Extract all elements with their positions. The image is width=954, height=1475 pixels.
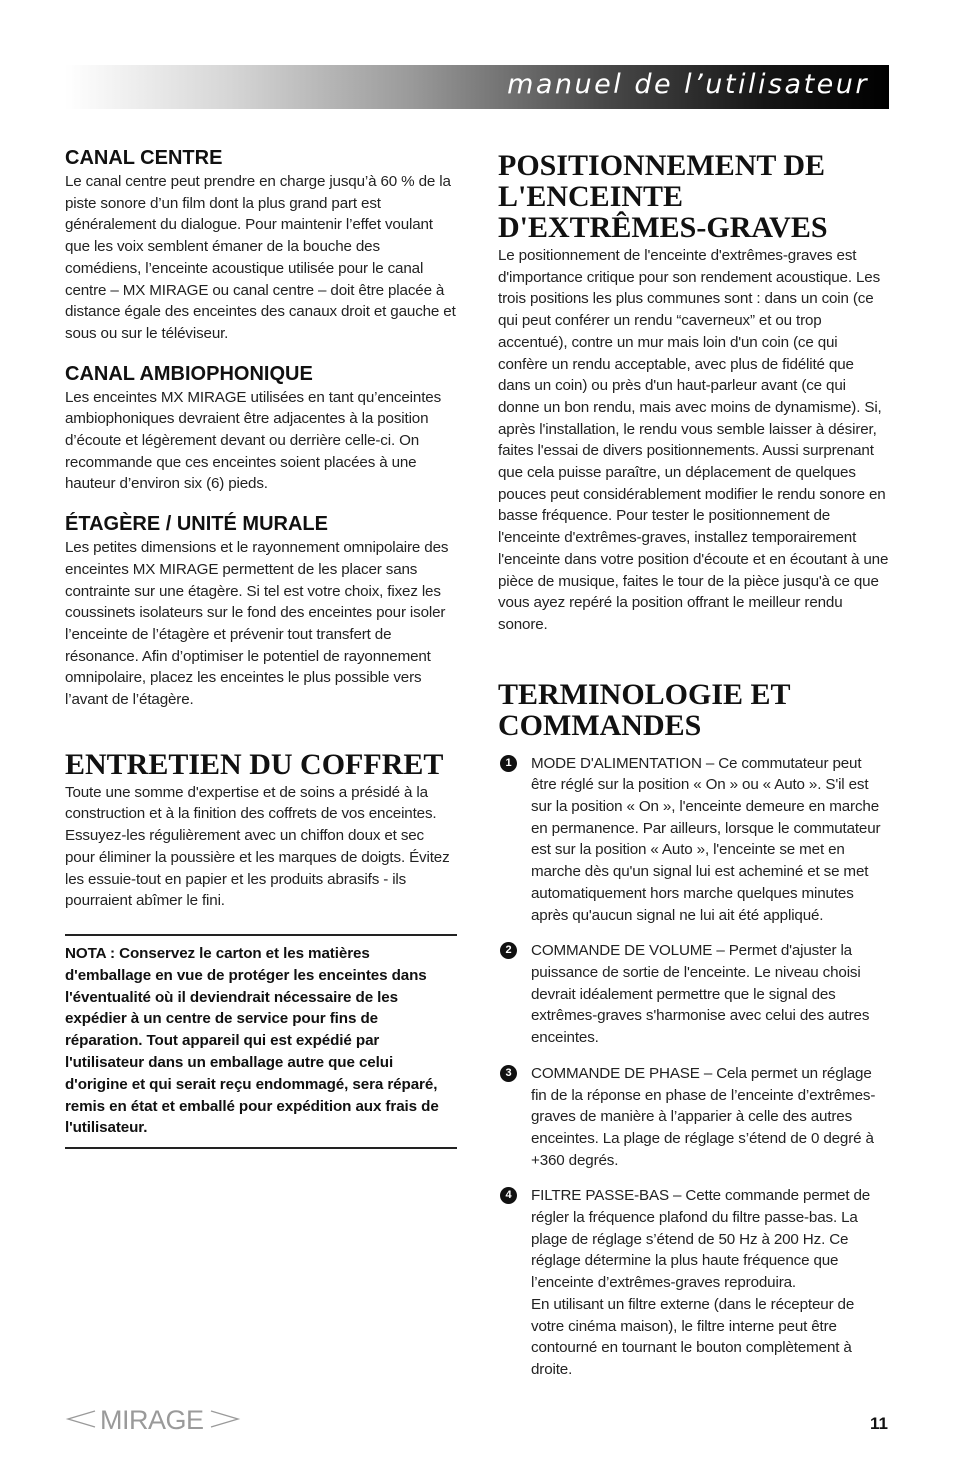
- item-text: COMMANDE DE PHASE – Cela permet un réglage fin de la réponse en phase de l’enceinte d’extrêmes-graves de manière à l’apparier à celle des autres enceintes. La plage de réglage s’étend de 0 degré à +360 degrés.: [531, 1064, 876, 1169]
- logo-text: MIRAGE: [100, 1405, 204, 1434]
- page-number: 11: [870, 1414, 888, 1433]
- number-3-icon: 3: [500, 1065, 517, 1082]
- number-4-icon: 4: [500, 1187, 517, 1204]
- commands-list: [498, 753, 890, 1381]
- canal-centre-heading: CANAL CENTRE: [65, 147, 223, 169]
- list-item: [498, 753, 890, 927]
- list-item: [498, 1185, 890, 1380]
- terminologie-title: TERMINOLOGIE ET COMMANDES: [498, 677, 791, 742]
- left-column: [65, 145, 457, 1149]
- item-text-continued: En utilisant un filtre externe (dans le récepteur de votre cinéma maison), le filtre interne peut être contourné en tournant le bouton complètement à droite.: [531, 1295, 855, 1378]
- nota-box: [65, 934, 457, 1149]
- etagere-heading: ÉTAGÈRE / UNITÉ MURALE: [65, 513, 328, 536]
- item-text: MODE D'ALIMENTATION – Ce commutateur peut être réglé sur la position « On » ou « Auto ». S'il est sur la position « On », l'enceinte demeure en marche en permanence. Par ailleurs, lorsque le commutateur est sur la position « Auto », l'enceinte se met en marche dès qu'un signal lui est acheminé et se met automatiquement hors marche quelques minutes après qu'aucun signal ne lui ait été appliqué.: [531, 754, 881, 924]
- canal-ambio-text: Les enceintes MX MIRAGE utilisées en tant qu’enceintes ambiophoniques devraient être adjacentes à la position d’écoute et légèrement devant ou derrière celle-ci. On recommande que ces enceintes soient placées à une hauteur d’environ six (6) pieds.: [65, 388, 442, 493]
- header-title: manuel de l’utilisateur: [507, 69, 869, 100]
- item-text: COMMANDE DE VOLUME – Permet d'ajuster la puissance de sortie de l'enceinte. Le niveau choisi devrait idéalement permettre que le signal des extrêmes-graves s'harmonise avec celui des autres enceintes.: [531, 942, 870, 1047]
- list-item: [498, 940, 890, 1049]
- list-item: [498, 1063, 890, 1172]
- positionnement-text: Le positionnement de l'enceinte d'extrêmes-graves est d'importance critique pour son rendement acoustique. Les trois positions les plus communes sont : dans un coin (ce qui peut conférer un rendu “caverneux” et ou trop accentué), contre un mur mais loin d'un coin (ce qui confère un rendu acceptable, avec plus de fidélité que dans un coin) ou près d'un haut-parleur avant (ce qui donne un bon rendu, mais avec moins de dynamisme). Si, après l'installation, le rendu vous semble laisser à désirer, faites l'essai de divers positionnements. Aussi surprenant que cela puisse paraître, un déplacement de quelques pouces peut considérablement modifier le rendu sonore en basse fréquence. Pour tester le positionnement de l'enceinte d'extrêmes-graves, installez temporairement l'enceinte dans votre position d'écoute et en écoutant à une pièce de musique, faites le tour de la pièce jusqu'à ce que vous ayez repéré la position offrant le meilleur rendu sonore.: [498, 247, 889, 633]
- entretien-title: ENTRETIEN DU COFFRET: [65, 747, 444, 781]
- mirage-logo: [65, 1404, 241, 1439]
- canal-ambio-heading: CANAL AMBIOPHONIQUE: [65, 362, 313, 385]
- etagere-text: Les petites dimensions et le rayonnement omnipolaire des enceintes MX MIRAGE permettent de les placer sans contrainte sur une étagère. Si tel est votre choix, fixez les coussinets isolateurs sur le fond des enceintes pour isoler l’enceinte de l’étagère et prévenir tout transfert de résonance. Afin d’optimiser le potentiel de rayonnement omnipolaire, placez les enceintes le plus possible vers l’avant de l’étagère.: [65, 539, 449, 709]
- positionnement-title: POSITIONNEMENT DE L'ENCEINTE D'EXTRÊMES-GRAVES: [498, 149, 828, 244]
- number-1-icon: 1: [500, 755, 517, 772]
- item-text: FILTRE PASSE-BAS – Cette commande permet de régler la fréquence plafond du filtre passe-bas. La plage de réglage s’étend de 50 Hz à 200 Hz. Ce réglage détermine la plus haute fréquence que l’enceinte d’extrêmes-graves reproduira.: [531, 1187, 871, 1292]
- nota-text: NOTA : Conservez le carton et les matières d'emballage en vue de protéger les enceintes dans l'éventualité où il deviendrait nécessaire de les expédier à un centre de service pour fins de réparation. Tout appareil qui est expédié par l'utilisateur dans un emballage autre que celui d'origine et qui serait reçu endommagé, sera réparé, remis en état et emballé pour expédition aux frais de l'utilisateur.: [65, 944, 439, 1137]
- right-column: [498, 145, 890, 1395]
- number-2-icon: 2: [500, 942, 517, 959]
- entretien-text: Toute une somme d'expertise et de soins a présidé à la construction et à la finition des coffrets de vos enceintes. Essuyez-les régulièrement avec un chiffon doux et sec pour éliminer la poussière et les marques de doigts. Évitez les essuie-tout en papier et les produits abrasifs - ils pourraient abîmer le fini.: [65, 783, 450, 910]
- header-band: [65, 65, 889, 109]
- mirage-logo-icon: [65, 1404, 241, 1434]
- canal-centre-text: Le canal centre peut prendre en charge jusqu’à 60 % de la piste sonore d’un film dont la plus grand part est généralement du dialogue. Pour maintenir l’effet voulant que les voix semblent émaner de la bouche des comédiens, l’enceinte acoustique utilisée pour le canal centre – MX MIRAGE ou canal centre – doit être placée à distance égale des enceintes des canaux droit et gauche et sous ou sur le téléviseur.: [65, 173, 456, 342]
